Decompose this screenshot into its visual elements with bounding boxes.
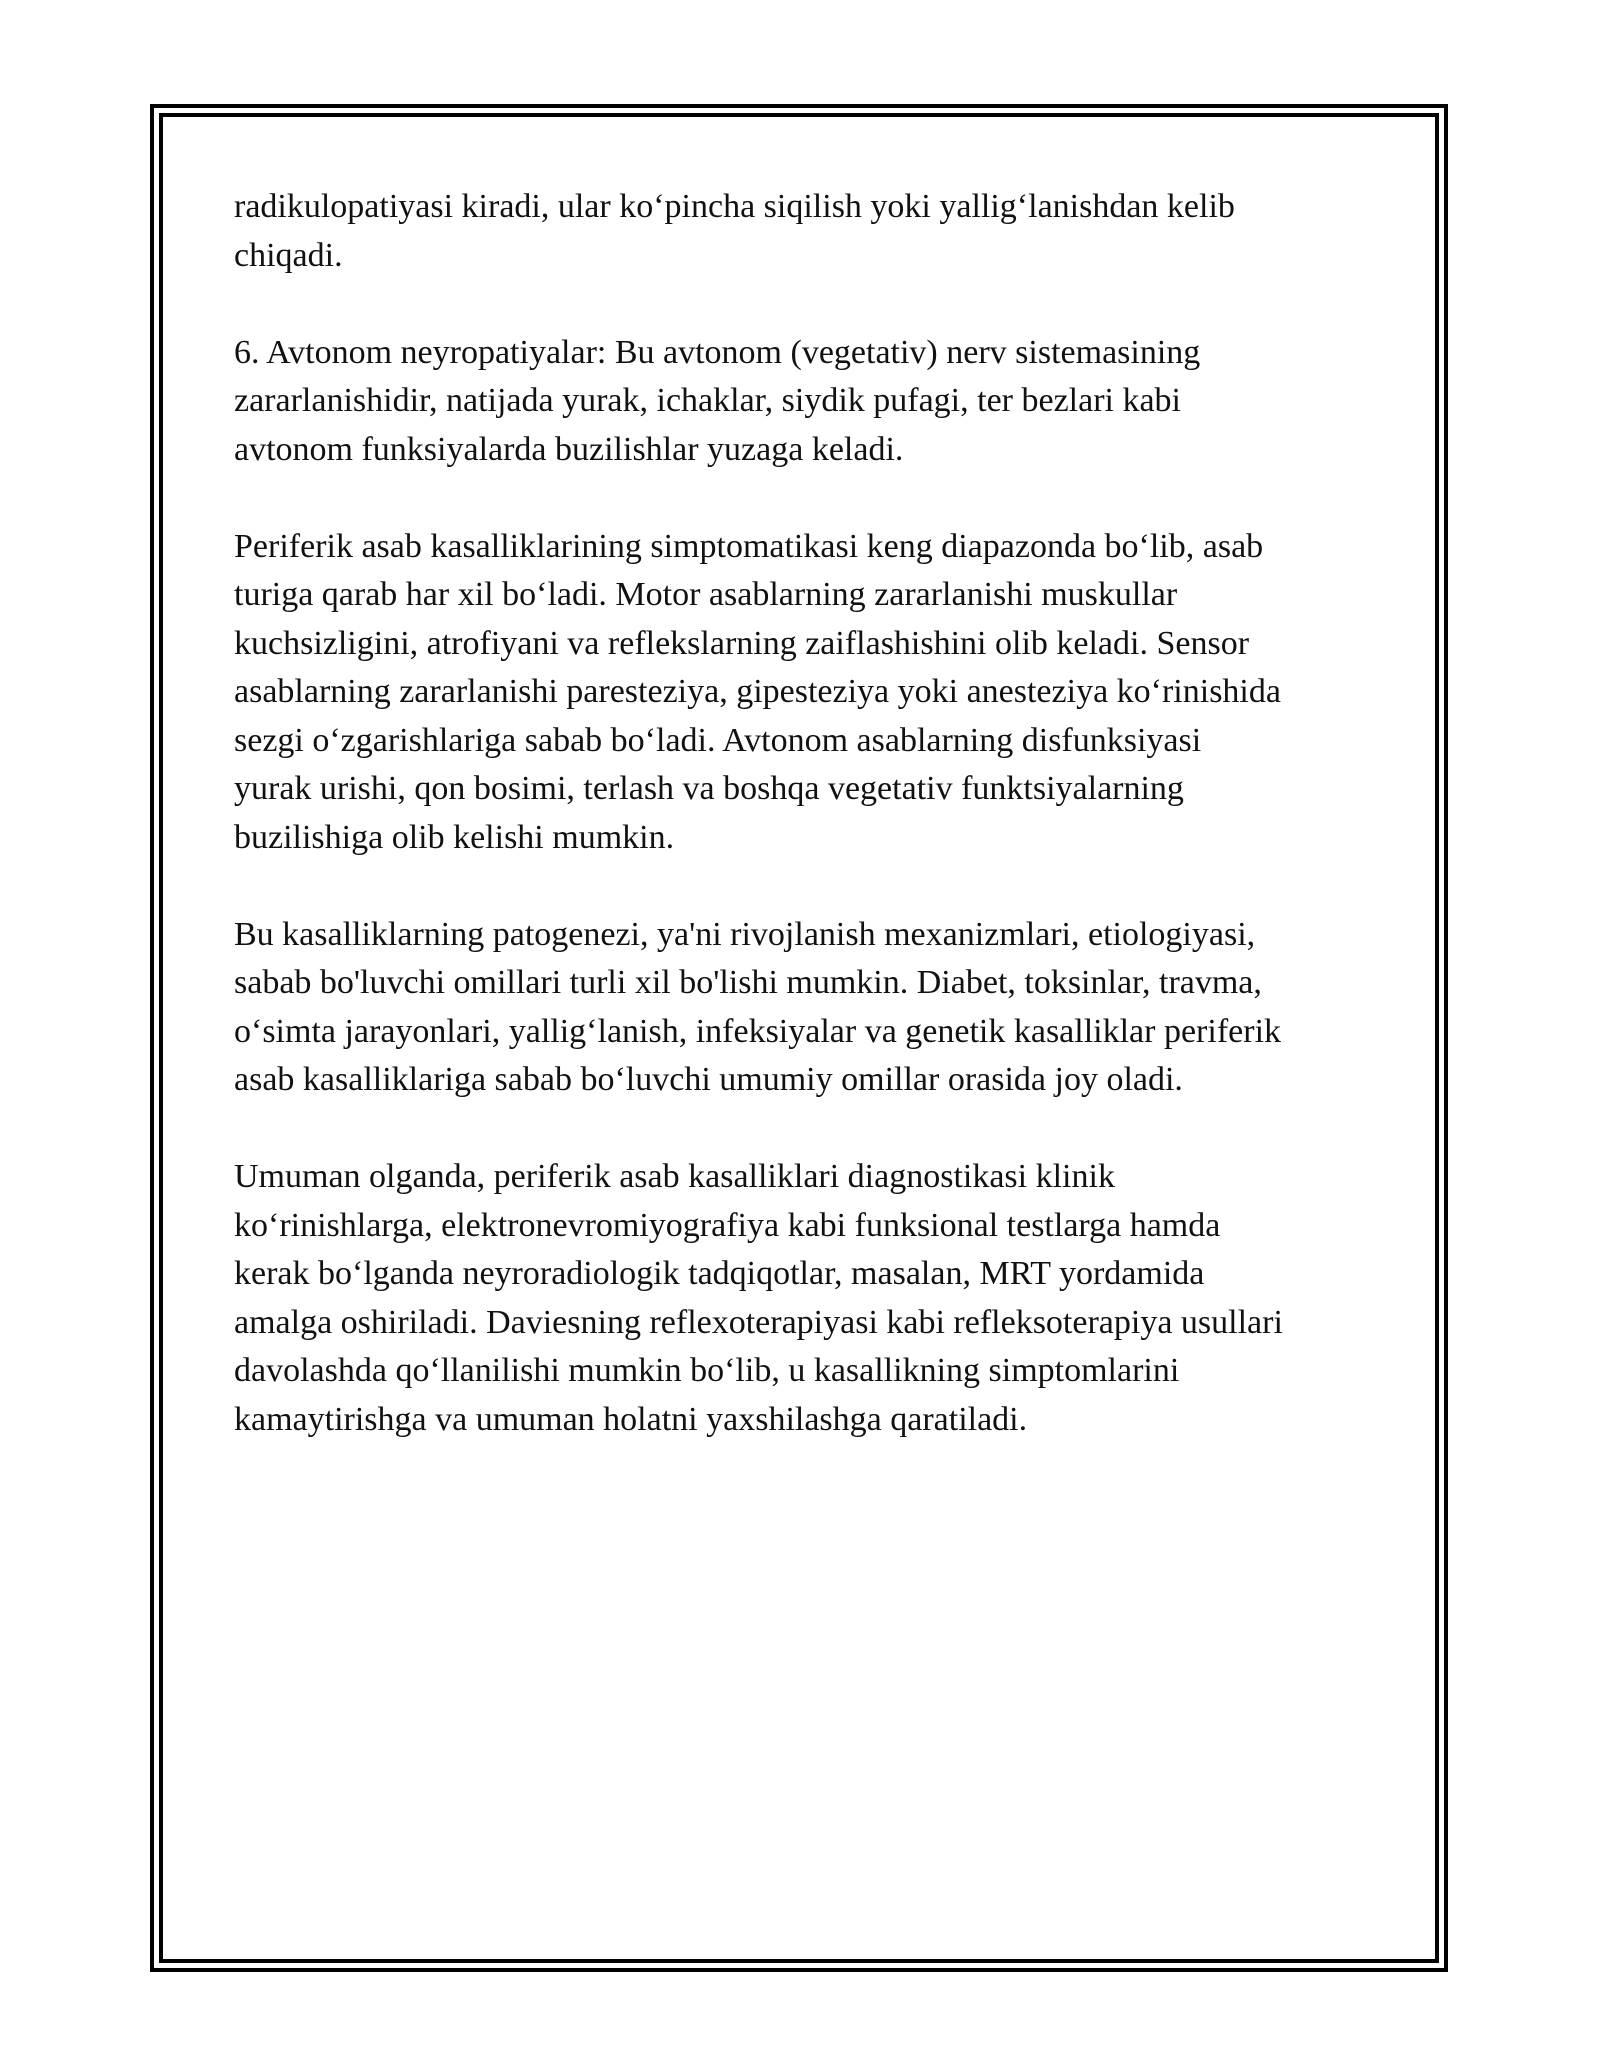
text-line: zararlanishidir, natijada yurak, ichaklar, siydik pufagi, ter bezlari kabi xyxy=(234,382,1182,419)
text-line: yurak urishi, qon bosimi, terlash va boshqa vegetativ funktsiyalarning xyxy=(234,770,1184,807)
text-line: ko‘rinishlarga, elektronevromiyografiya kabi funksional testlarga hamda xyxy=(234,1206,1221,1244)
document-body xyxy=(234,183,1384,1493)
text-line: Umuman olganda, periferik asab kasalliklari diagnostikasi klinik xyxy=(234,1158,1115,1195)
text-line: amalga oshiriladi. Daviesning reflexoterapiyasi kabi refleksoterapiya usullari xyxy=(234,1303,1283,1341)
paragraph-avtonom-neyropatiyalar xyxy=(234,329,1384,475)
paragraph-diagnostika xyxy=(234,1153,1384,1444)
text-line: kerak bo‘lganda neyroradiologik tadqiqotlar, masalan, MRT yordamida xyxy=(234,1255,1205,1292)
text-line: asablarning zararlanishi paresteziya, gipesteziya yoki anesteziya ko‘rinishida xyxy=(234,673,1281,710)
paragraph-radikulopatiya xyxy=(234,183,1384,280)
text-line: kamaytirishga va umuman holatni yaxshilashga qaratiladi. xyxy=(234,1400,1028,1438)
text-line: turiga qarab har xil bo‘ladi. Motor asablarning zararlanishi muskullar xyxy=(234,576,1178,613)
paragraph-patogenez xyxy=(234,911,1384,1105)
text-line: avtonom funksiyalarda buzilishlar yuzaga keladi. xyxy=(234,430,904,468)
text-line: Bu kasalliklarning patogenezi, ya'ni rivojlanish mexanizmlari, etiologiyasi, xyxy=(234,915,1256,953)
text-line: o‘simta jarayonlari, yallig‘lanish, infeksiyalar va genetik kasalliklar periferik xyxy=(234,1012,1282,1050)
text-line: davolashda qo‘llanilishi mumkin bo‘lib, u kasallikning simptomlarini xyxy=(234,1352,1180,1389)
text-line: radikulopatiyasi kiradi, ular ko‘pincha siqilish yoki yallig‘lanishdan kelib xyxy=(234,188,1235,225)
text-line: asab kasalliklariga sabab bo‘luvchi umumiy omillar orasida joy oladi. xyxy=(234,1061,1183,1098)
text-line: kuchsizligini, atrofiyani va reflekslarning zaiflashishini olib keladi. Sensor xyxy=(234,624,1250,662)
text-line: chiqadi. xyxy=(234,236,343,274)
paragraph-simptomatika xyxy=(234,523,1384,863)
text-line: buzilishiga olib kelishi mumkin. xyxy=(234,818,675,856)
text-line: sezgi o‘zgarishlariga sabab bo‘ladi. Avtonom asablarning disfunksiyasi xyxy=(234,721,1202,759)
text-line: sabab bo'luvchi omillari turli xil bo'lishi mumkin. Diabet, toksinlar, travma, xyxy=(234,964,1262,1001)
text-line: Periferik asab kasalliklarining simptomatikasi keng diapazonda bo‘lib, asab xyxy=(234,527,1264,565)
text-line: 6. Avtonom neyropatiyalar: Bu avtonom (vegetativ) nerv sistemasining xyxy=(234,333,1201,371)
